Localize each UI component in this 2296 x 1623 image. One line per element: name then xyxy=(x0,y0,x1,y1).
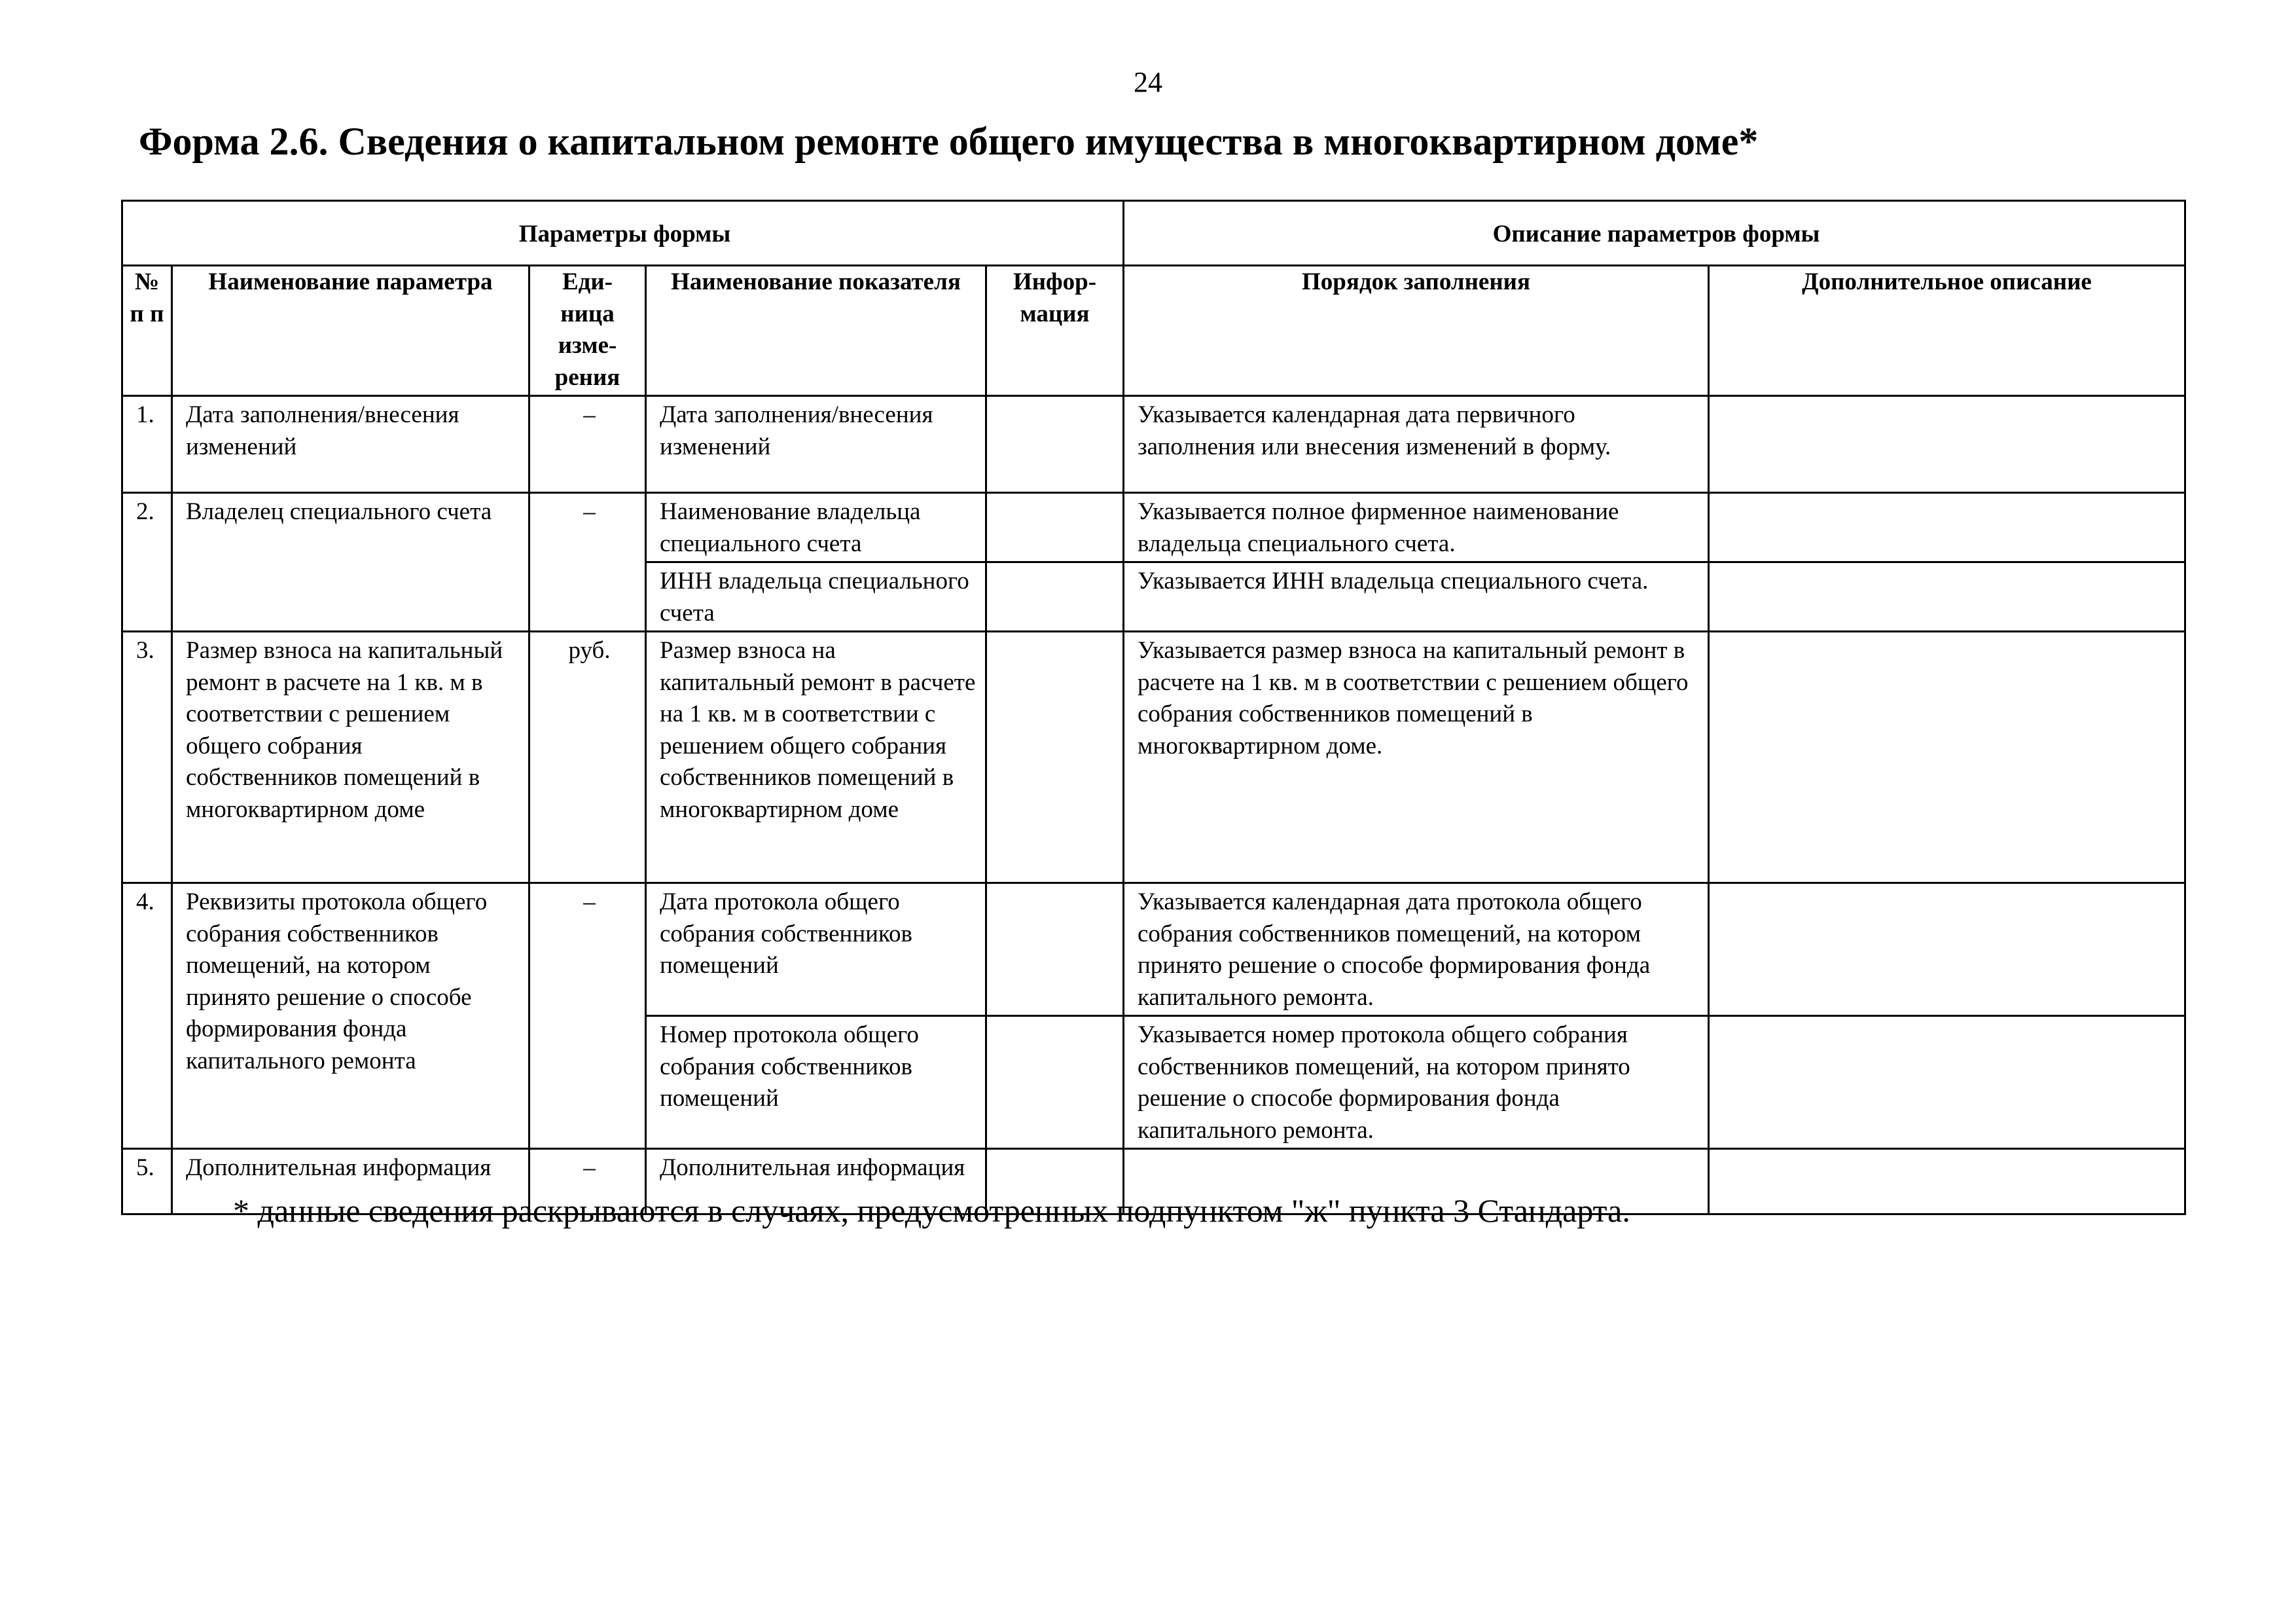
page-number: 24 xyxy=(1134,66,1162,98)
unit: – xyxy=(529,1148,646,1214)
extra-description xyxy=(1709,883,2185,1016)
info-cell xyxy=(986,493,1124,562)
extra-description xyxy=(1709,493,2185,562)
indicator-name: Номер протокола общего собрания собственников помещений xyxy=(646,1016,986,1149)
unit: – xyxy=(529,883,646,1149)
extra-description xyxy=(1709,1016,2185,1149)
form-parameters-table xyxy=(121,200,2186,1215)
indicator-name: Дополнительная информация xyxy=(646,1148,986,1214)
info-cell xyxy=(986,883,1124,1016)
unit: руб. xyxy=(529,632,646,883)
row-number: 2. xyxy=(122,493,172,632)
col-header-extra-description: Дополнительное описание xyxy=(1709,266,2185,396)
indicator-name: ИНН владельца специального счета xyxy=(646,562,986,632)
extra-description xyxy=(1709,1148,2185,1214)
form-title: Форма 2.6. Сведения о капитальном ремонте общего имущества в многоквартирном доме* xyxy=(139,120,1759,163)
parameter-name: Владелец специального счета xyxy=(172,493,529,632)
indicator-name: Дата заполнения/внесения изменений xyxy=(646,396,986,493)
fill-order: Указывается ИНН владельца специального счета. xyxy=(1124,562,1709,632)
extra-description xyxy=(1709,562,2185,632)
fill-order: Указывается размер взноса на капитальный ремонт в расчете на 1 кв. м в соответствии с решением общего собрания собственников помещений в многоквартирном доме. xyxy=(1124,632,1709,883)
parameter-name: Дата заполнения/внесения изменений xyxy=(172,396,529,493)
col-header-fill-order: Порядок заполнения xyxy=(1124,266,1709,396)
row-number: 5. xyxy=(122,1148,172,1214)
table-row xyxy=(122,396,2185,493)
extra-description xyxy=(1709,396,2185,493)
parameter-name: Дополнительная информация xyxy=(172,1148,529,1214)
parameter-name: Размер взноса на капитальный ремонт в расчете на 1 кв. м в соответствии с решением общего собрания собственников помещений в многоквартирном доме xyxy=(172,632,529,883)
indicator-name: Дата протокола общего собрания собственников помещений xyxy=(646,883,986,1016)
fill-order: Указывается полное фирменное наименование владельца специального счета. xyxy=(1124,493,1709,562)
fill-order: Указывается календарная дата протокола общего собрания собственников помещений, на котором принято решение о способе формирования фонда капитального ремонта. xyxy=(1124,883,1709,1016)
table-row xyxy=(122,493,2185,562)
extra-description xyxy=(1709,632,2185,883)
col-header-indicator-name: Наименование показателя xyxy=(646,266,986,396)
info-cell xyxy=(986,632,1124,883)
table-row xyxy=(122,883,2185,1016)
fill-order: Указывается календарная дата первичного заполнения или внесения изменений в форму. xyxy=(1124,396,1709,493)
indicator-name: Размер взноса на капитальный ремонт в расчете на 1 кв. м в соответствии с решением общего собрания собственников помещений в многоквартирном доме xyxy=(646,632,986,883)
table-row xyxy=(122,632,2185,883)
group-header-description: Описание параметров формы xyxy=(1124,201,2185,266)
parameter-name: Реквизиты протокола общего собрания собственников помещений, на котором принято решение о способе формирования фонда капитального ремонта xyxy=(172,883,529,1149)
unit: – xyxy=(529,396,646,493)
col-header-info: Инфор-мация xyxy=(986,266,1124,396)
row-number: 4. xyxy=(122,883,172,1149)
fill-order: Указывается номер протокола общего собрания собственников помещений, на котором принято решение о способе формирования фонда капитального ремонта. xyxy=(1124,1016,1709,1149)
unit: – xyxy=(529,493,646,632)
col-header-param-name: Наименование параметра xyxy=(172,266,529,396)
info-cell xyxy=(986,1016,1124,1149)
indicator-name: Наименование владельца специального счета xyxy=(646,493,986,562)
group-header-row xyxy=(122,201,2185,266)
column-header-row xyxy=(122,266,2185,396)
col-header-unit: Еди-ница изме-рения xyxy=(529,266,646,396)
info-cell xyxy=(986,396,1124,493)
group-header-params: Параметры формы xyxy=(122,201,1124,266)
footnote: * данные сведения раскрываются в случаях, предусмотренных подпунктом "ж" пункта 3 Стандарта. xyxy=(233,1192,1630,1229)
row-number: 1. xyxy=(122,396,172,493)
row-number: 3. xyxy=(122,632,172,883)
col-header-num: № п п xyxy=(122,266,172,396)
info-cell xyxy=(986,562,1124,632)
